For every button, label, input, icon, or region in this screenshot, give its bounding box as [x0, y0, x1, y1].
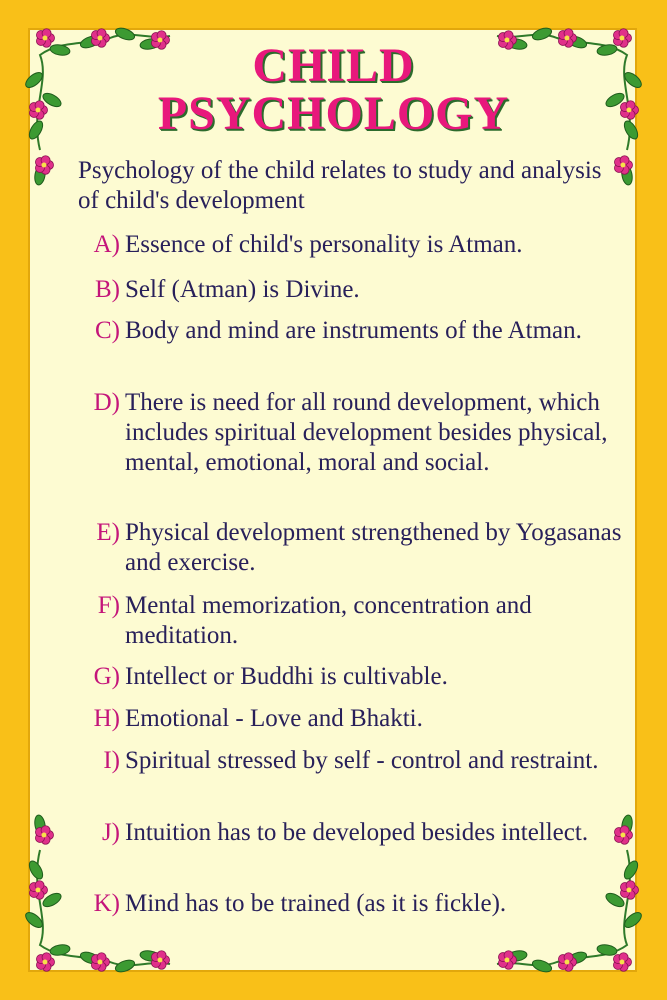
- item-text: Mental memorization, concentration and meditation.: [125, 592, 532, 649]
- item-text: Spiritual stressed by self - control and restraint.: [125, 747, 599, 774]
- item-letter: I): [103, 747, 120, 774]
- item-text: Essence of child's personality is Atman.: [125, 231, 523, 258]
- title-line-1: CHILD: [252, 39, 415, 92]
- item-letter: E): [96, 519, 120, 546]
- item-letter: F): [97, 592, 120, 619]
- item-letter: C): [95, 317, 120, 344]
- intro-text: Psychology of the child relates to study and analysis of child's development: [78, 157, 602, 214]
- item-letter: H): [93, 705, 120, 732]
- item-letter: G): [93, 663, 120, 690]
- item-text: Physical development strengthened by Yogasanas and exercise.: [125, 519, 622, 576]
- item-letter: A): [93, 231, 120, 258]
- item-text: Self (Atman) is Divine.: [125, 276, 360, 303]
- item-text: Emotional - Love and Bhakti.: [125, 705, 423, 732]
- item-text: Mind has to be trained (as it is fickle).: [125, 890, 507, 917]
- title-line-2: PSYCHOLOGY: [157, 87, 510, 140]
- item-letter: K): [93, 890, 120, 917]
- item-text: Intellect or Buddhi is cultivable.: [125, 663, 448, 690]
- item-letter: J): [101, 819, 120, 846]
- item-text: Body and mind are instruments of the Atman.: [125, 317, 582, 344]
- item-text: There is need for all round development, which includes spiritual development besides physical, mental, emotional, moral and social.: [125, 389, 608, 476]
- item-text: Intuition has to be developed besides intellect.: [125, 819, 589, 846]
- item-letter: B): [95, 276, 120, 303]
- item-letter: D): [93, 389, 120, 416]
